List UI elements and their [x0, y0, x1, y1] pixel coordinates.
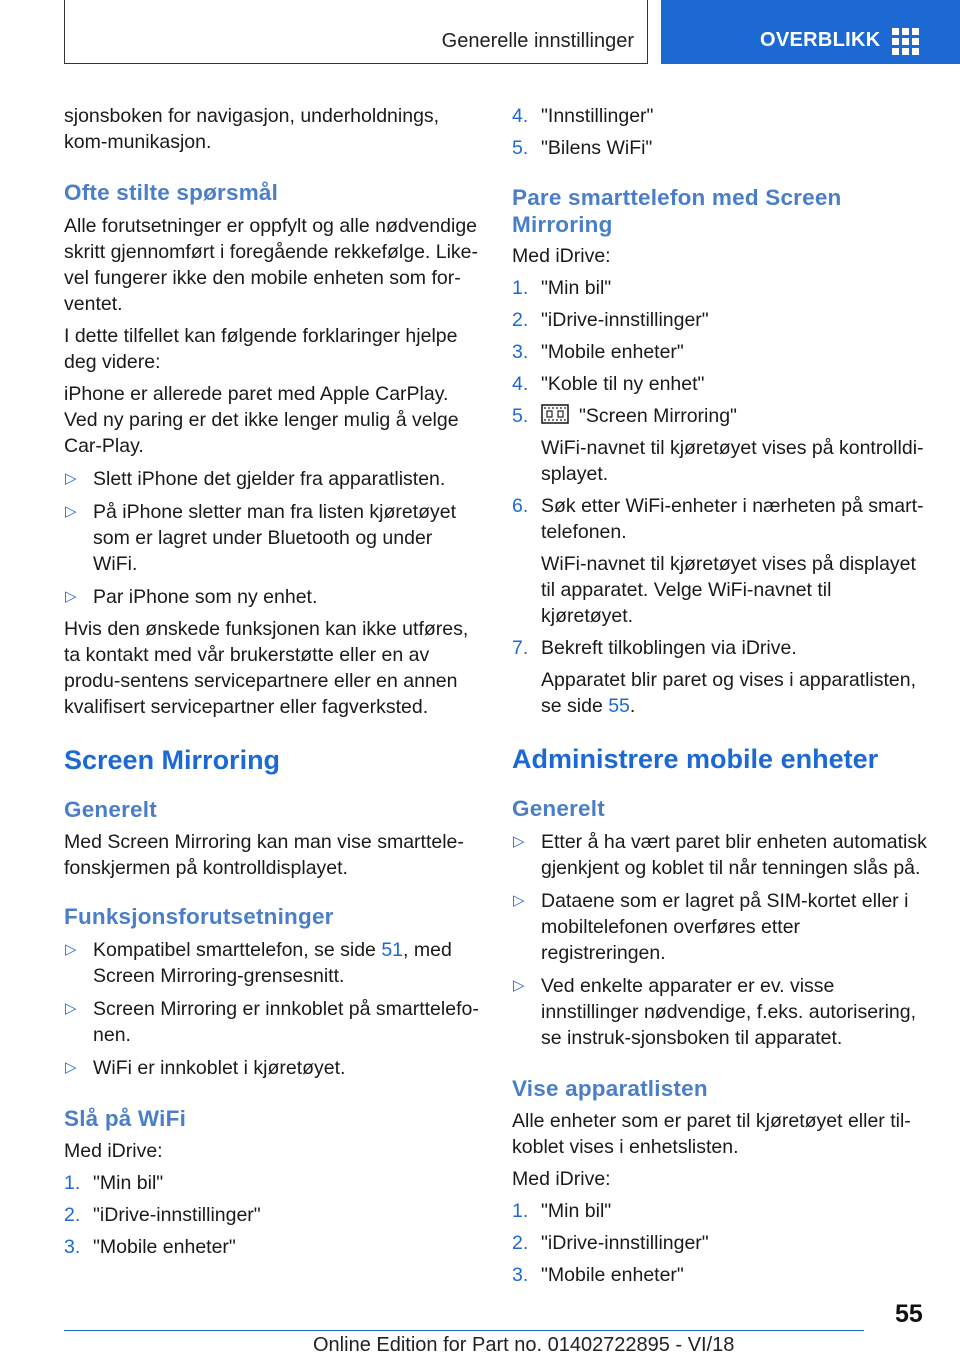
faq-paragraph: Alle forutsetninger er oppfylt og alle nødvendige skritt gjennomført i foregående rekkefølge. Like-vel fungerer ikke den mobile enheten som for-ventet. — [64, 215, 479, 315]
admin-bullet-list — [512, 829, 928, 1051]
device-list-steps — [512, 1198, 928, 1288]
step-item: 5. "Screen Mirroring" WiFi-navnet til kjøretøyet vises på kontrolldi-splayet. — [512, 405, 924, 485]
step-item: 2. "iDrive-innstillinger" — [64, 1204, 261, 1226]
pair-intro: Med iDrive: — [512, 245, 611, 267]
general-text: Med Screen Mirroring kan man vise smarttele-fonskjermen på kontrolldisplayet. — [64, 831, 464, 879]
screen-mirroring-icon — [541, 404, 569, 424]
page-link[interactable]: 55 — [608, 695, 630, 717]
list-item: ▷ Ved enkelte apparater er ev. visse innstillinger nødvendige, f.eks. autorisering, se instruk-sjonsboken til apparatet. — [513, 975, 917, 1049]
step-item: 3. "Mobile enheter" — [512, 1264, 684, 1286]
pair-steps — [512, 275, 928, 719]
list-item: ▷ WiFi er innkoblet i kjøretøyet. — [65, 1057, 346, 1079]
faq-paragraph: Hvis den ønskede funksjonen kan ikke utføres, ta kontakt med vår brukerstøtte eller en av produ-sentens servicepartnere eller en annen kvalifisert servicepartner eller fagverksted. — [64, 618, 469, 718]
step-item: 3. "Mobile enheter" — [512, 341, 684, 363]
wifi-intro: Med iDrive: — [64, 1140, 163, 1162]
intro-text: sjonsboken for navigasjon, underholdnings, kom-munikasjon. — [64, 105, 440, 153]
step-item: 3. "Mobile enheter" — [64, 1236, 236, 1258]
overview-button[interactable] — [661, 0, 960, 64]
step-item: 7. Bekreft tilkoblingen via iDrive. Apparatet blir paret og vises i apparatlisten, se side 55. — [512, 637, 917, 717]
step-item: 6. Søk etter WiFi-enheter i nærheten på smart-telefonen. WiFi-navnet til kjøretøyet vises på displayet til apparatet. Velge WiFi-navnet til kjøretøyet. — [512, 495, 924, 627]
section-tab[interactable] — [64, 0, 648, 64]
list-item: ▷ På iPhone sletter man fra listen kjøretøyet som er lagret under Bluetooth og under WiFi. — [65, 501, 457, 575]
overview-label: OVERBLIKK — [760, 29, 881, 51]
list-item: ▷ Kompatibel smarttelefon, se side 51, med Screen Mirroring-grensesnitt. — [65, 939, 452, 987]
list-item: ▷ Screen Mirroring er innkoblet på smarttelefo-nen. — [65, 998, 479, 1046]
triangle-bullet-icon: ▷ — [513, 892, 525, 909]
device-list-heading: Vise apparatlisten — [512, 1076, 708, 1101]
left-column — [64, 103, 480, 1260]
footer-divider — [64, 1330, 864, 1331]
admin-heading: Administrere mobile enheter — [512, 744, 879, 774]
step-item: 5. "Bilens WiFi" — [512, 137, 653, 159]
triangle-bullet-icon: ▷ — [65, 503, 77, 520]
general-heading: Generelt — [64, 797, 157, 822]
page-link[interactable]: 51 — [381, 939, 404, 961]
general-heading: Generelt — [512, 796, 605, 821]
grid-icon — [892, 28, 920, 56]
triangle-bullet-icon: ▷ — [65, 1000, 77, 1017]
list-item: ▷ Dataene som er lagret på SIM-kortet eller i mobiltelefonen overføres etter registreringen. — [513, 890, 909, 964]
screen-mirroring-heading: Screen Mirroring — [64, 745, 281, 775]
requirements-heading: Funksjonsforutsetninger — [64, 904, 334, 929]
requirements-list — [64, 937, 480, 1081]
triangle-bullet-icon: ▷ — [65, 941, 77, 958]
list-item: ▷ Par iPhone som ny enhet. — [65, 586, 318, 608]
faq-paragraph: I dette tilfellet kan følgende forklaringer hjelpe deg videre: — [64, 325, 458, 373]
list-item: ▷ Etter å ha vært paret blir enheten automatisk gjenkjent og koblet til når tenningen slås på. — [513, 831, 927, 879]
triangle-bullet-icon: ▷ — [513, 977, 525, 994]
page-number: 55 — [895, 1300, 923, 1328]
pair-heading: Pare smarttelefon med Screen Mirroring — [512, 185, 842, 237]
triangle-bullet-icon: ▷ — [65, 1059, 77, 1076]
device-list-intro: Med iDrive: — [512, 1168, 611, 1190]
step-item: 4. "Koble til ny enhet" — [512, 373, 705, 395]
faq-bullet-list — [64, 466, 480, 610]
triangle-bullet-icon: ▷ — [65, 470, 77, 487]
page-header — [0, 0, 960, 66]
wifi-heading: Slå på WiFi — [64, 1106, 187, 1131]
step-item: 1. "Min bil" — [64, 1172, 164, 1194]
triangle-bullet-icon: ▷ — [513, 833, 525, 850]
step-item: 4. "Innstillinger" — [512, 105, 654, 127]
step-item: 2. "iDrive-innstillinger" — [512, 309, 709, 331]
list-item: ▷ Slett iPhone det gjelder fra apparatlisten. — [65, 468, 446, 490]
triangle-bullet-icon: ▷ — [65, 588, 77, 605]
faq-heading: Ofte stilte spørsmål — [64, 180, 279, 205]
section-title: Generelle innstillinger — [441, 30, 634, 52]
footer-edition: Online Edition for Part no. 01402722895 - VI/18 — [313, 1334, 735, 1356]
wifi-steps — [64, 1170, 480, 1260]
device-list-text: Alle enheter som er paret til kjøretøyet eller til-koblet vises i enhetslisten. — [512, 1110, 911, 1158]
step-item: 2. "iDrive-innstillinger" — [512, 1232, 709, 1254]
right-column — [512, 103, 928, 1288]
step-item: 1. "Min bil" — [512, 277, 612, 299]
faq-paragraph: iPhone er allerede paret med Apple CarPlay. Ved ny paring er det ikke lenger mulig å velge Car-Play. — [64, 383, 459, 457]
wifi-steps-continued — [512, 103, 928, 161]
step-item: 1. "Min bil" — [512, 1200, 612, 1222]
